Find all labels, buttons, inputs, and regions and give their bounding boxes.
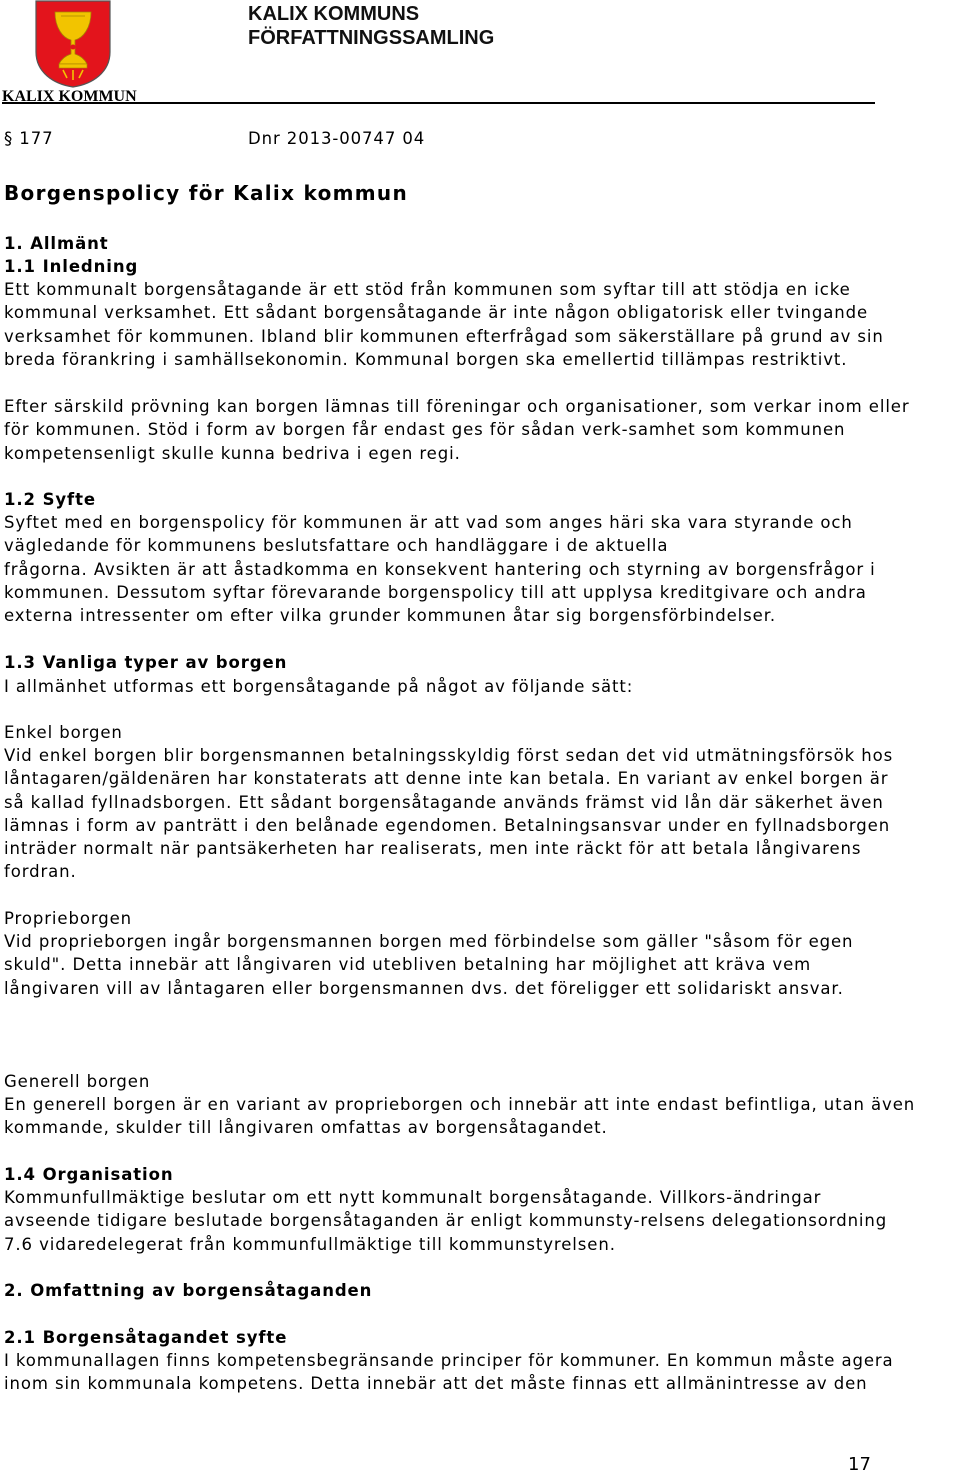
text-line: kommande, skulder till långivaren omfattas av borgensåtagandet. (4, 1118, 608, 1138)
text-line: avseende tidigare beslutade borgensåtaganden är enligt kommunsty-relsens delegationsordning (4, 1211, 888, 1231)
text-line: kommunen. Dessutom syftar förevarande borgenspolicy till att upplysa kreditgivare och andra (4, 582, 867, 602)
text-line: långivaren vill av låntagaren eller borgensmannen dvs. det föreligger ett solidariskt ansvar. (4, 978, 844, 998)
text-line: kommunal verksamhet. Ett sådant borgensåtagande är inte någon obligatorisk eller tvingande (4, 303, 869, 323)
generell-borgen-heading: Generell borgen (4, 1072, 151, 1091)
section-1-1-heading: 1.1 Inledning (4, 257, 139, 276)
text-line: skuld". Detta innebär att långivaren vid utebliven betalning har möjlighet att kräva vem (4, 955, 812, 975)
text-line: 7.6 vidaredelegerat från kommunfullmäktige till kommunstyrelsen. (4, 1234, 616, 1254)
text-line: verksamhet för kommunen. Ibland blir kommunen efterfrågad som säkerställare på grund av sin (4, 326, 884, 346)
text-line: En generell borgen är en variant av proprieborgen och innebär att inte endast befintliga, utan även (4, 1095, 916, 1114)
section-2-1-heading: 2.1 Borgensåtagandet syfte (4, 1328, 288, 1347)
text-line: frågorna. Avsikten är att åstadkomma en konsekvent hantering och styrning av borgensfrågor i (4, 559, 876, 579)
text-line: inträder normalt när pantsäkerheten har realiserats, men inte räckt för att betala långivarens (4, 839, 862, 859)
text-line: Vid proprieborgen ingår borgensmannen borgen med förbindelse som gäller "såsom för egen (4, 932, 854, 951)
publication-title-line1: KALIX KOMMUNS (248, 3, 420, 25)
section-1-4-paragraph (4, 1186, 960, 1256)
text-line: I kommunallagen finns kompetensbegränsande principer för kommuner. En kommun måste agera (4, 1351, 894, 1370)
section-1-heading: 1. Allmänt (4, 234, 109, 253)
enkel-borgen-paragraph (4, 744, 960, 884)
text-line: Efter särskild prövning kan borgen lämnas till föreningar och organisationer, som verkar inom eller (4, 397, 910, 416)
text-line: Ett kommunalt borgensåtagande är ett stöd från kommunen som syftar till att stödja en icke (4, 280, 851, 299)
text-line: Kommunfullmäktige beslutar om ett nytt kommunalt borgensåtagande. Villkors-ändringar (4, 1188, 822, 1207)
section-2-1-paragraph (4, 1349, 960, 1396)
proprieborgen-heading: Proprieborgen (4, 909, 133, 928)
text-line: låntagaren/gäldenären har konstaterats att denne inte kan betala. En variant av enkel borgen är (4, 769, 889, 789)
generell-borgen-paragraph (4, 1093, 960, 1140)
text-line: fordran. (4, 862, 77, 882)
section-1-1-paragraph-1 (4, 278, 960, 371)
dnr: Dnr 2013-00747 04 (248, 129, 426, 148)
text-line: så kallad fyllnadsborgen. Ett sådant borgensåtagande används främst vid lån där säkerhet även (4, 792, 884, 812)
section-1-2-paragraph (4, 511, 960, 627)
text-line: Syftet med en borgenspolicy för kommunen är att vad som anges häri ska vara styrande och (4, 513, 853, 532)
text-line: breda förankring i samhällsekonomin. Kommunal borgen ska emellertid tillämpas restriktivt. (4, 349, 848, 369)
text-line: externa intressenter om efter vilka grunder kommunen åtar sig borgensförbindelser. (4, 606, 777, 626)
text-line: för kommunen. Stöd i form av borgen får endast ges för sådan verk-samhet som kommunen (4, 420, 846, 440)
section-1-3-heading: 1.3 Vanliga typer av borgen (4, 653, 288, 672)
text-line: kompetensenligt skulle kunna bedriva i egen regi. (4, 443, 461, 463)
text-line: Vid enkel borgen blir borgensmannen betalningsskyldig först sedan det vid utmätningsförsök hos (4, 746, 894, 765)
header-rule (2, 102, 875, 104)
section-1-2-heading: 1.2 Syfte (4, 490, 96, 509)
text-line: vägledande för kommunens beslutsfattare och handläggare i de aktuella (4, 536, 669, 556)
text-line: inom sin kommunala kompetens. Detta innebär att det måste finnas ett allmänintresse av den (4, 1374, 868, 1394)
publication-title (248, 2, 494, 50)
section-2-heading: 2. Omfattning av borgensåtaganden (4, 1281, 373, 1300)
publication-title-line2: FÖRFATTNINGSSAMLING (248, 27, 495, 49)
kalix-coat-of-arms-logo (35, 0, 111, 88)
section-1-4-heading: 1.4 Organisation (4, 1165, 174, 1184)
section-1-3-intro: I allmänhet utformas ett borgensåtagande på något av följande sätt: (4, 677, 634, 696)
enkel-borgen-heading: Enkel borgen (4, 723, 123, 742)
proprieborgen-paragraph (4, 930, 960, 1000)
section-1-1-paragraph-2 (4, 395, 960, 465)
paragraph-ref: § 177 (4, 129, 54, 148)
document-title: Borgenspolicy för Kalix kommun (4, 181, 408, 205)
page-number: 17 (848, 1454, 871, 1475)
text-line: lämnas i form av panträtt i den belånade egendomen. Betalningsansvar under en fyllnadsborgen (4, 815, 891, 835)
org-name: KALIX KOMMUN (2, 88, 137, 105)
